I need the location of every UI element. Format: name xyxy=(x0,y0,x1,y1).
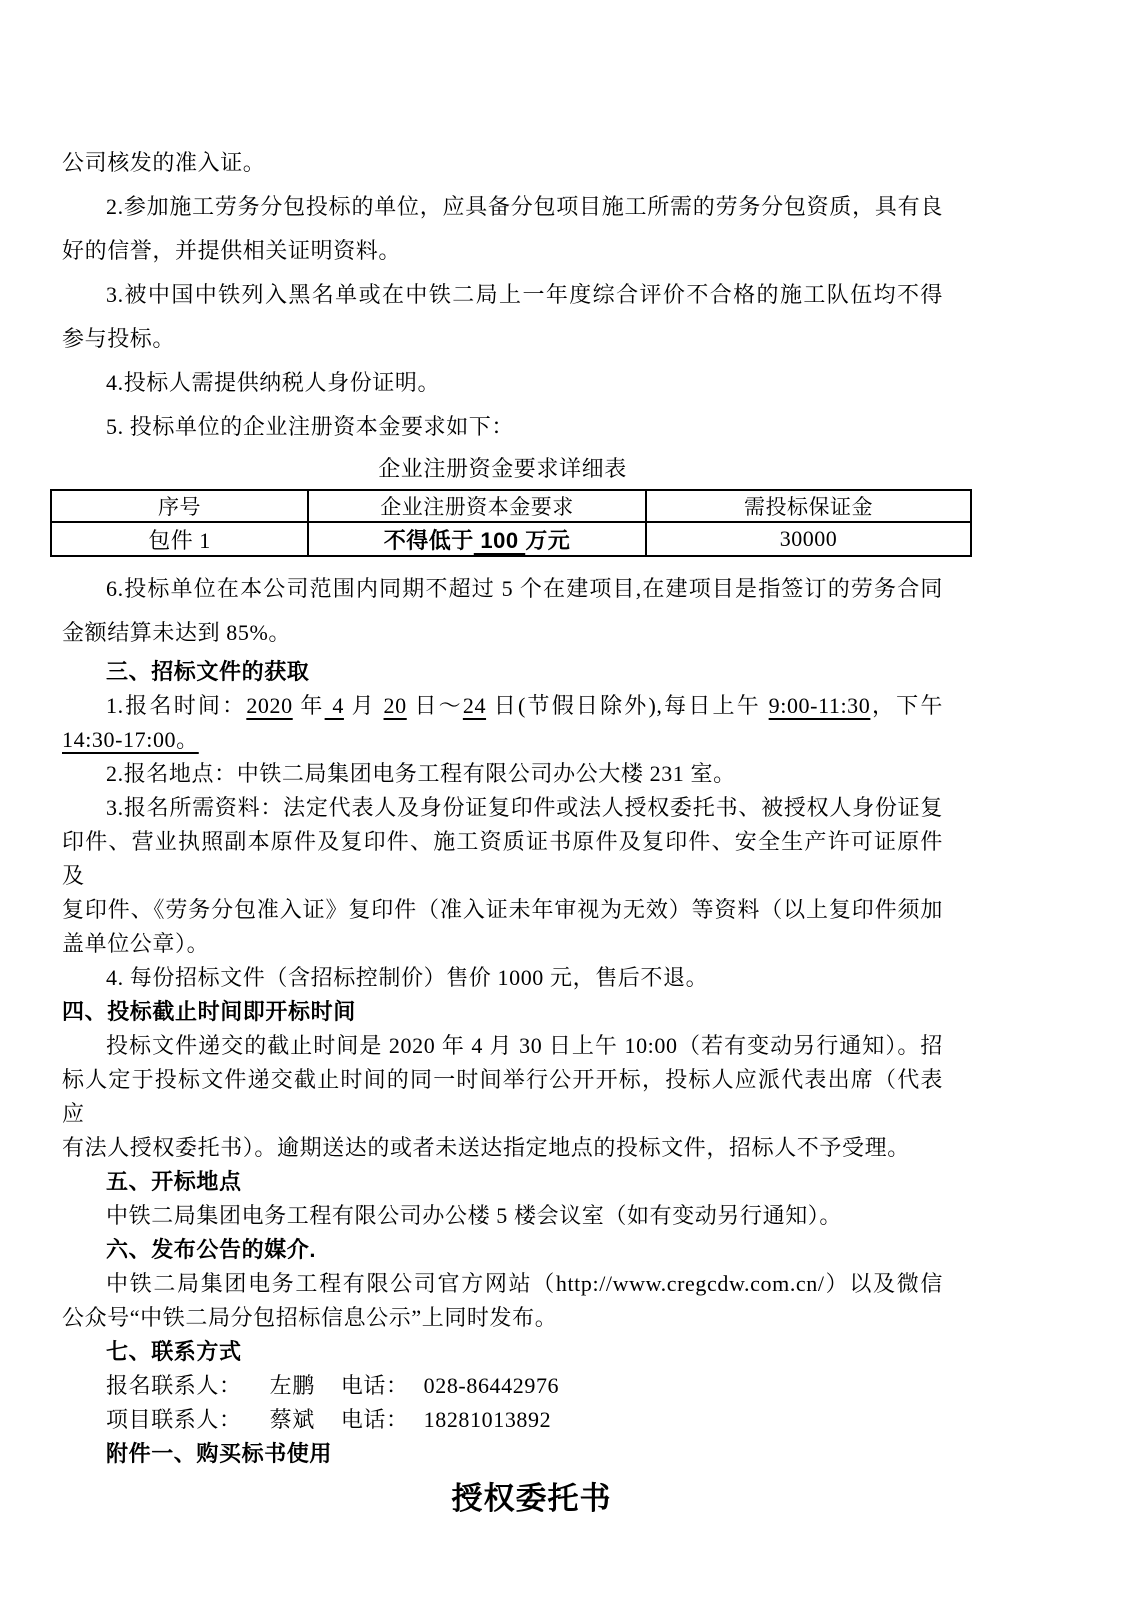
clause-2-line-1: 2.参加施工劳务分包投标的单位，应具备分包项目施工所需的劳务分包资质，具有良 xyxy=(106,194,943,219)
time-afternoon-label: ，下午 xyxy=(870,693,943,718)
phone-label: 电话： xyxy=(340,1407,409,1432)
capital-requirement-table xyxy=(50,489,972,557)
clause-3-line-1: 3.被中国中铁列入黑名单或在中铁二局上一年度综合评价不合格的施工队伍均不得 xyxy=(106,282,943,307)
capital-table-title: 企业注册资金要求详细表 xyxy=(378,456,627,481)
section-5-heading: 五、开标地点 xyxy=(106,1169,242,1194)
contact-name: 蔡斌 xyxy=(269,1407,315,1432)
registration-place: 2.报名地点：中铁二局集团电务工程有限公司办公大楼 231 室。 xyxy=(106,761,736,786)
section-6-heading: 六、发布公告的媒介. xyxy=(106,1237,317,1262)
contact-row-registration xyxy=(62,1369,943,1403)
time-note: 日(节假日除外),每日上午 xyxy=(486,693,769,718)
media-line-2: 公众号“中铁二局分包招标信息公示”上同时发布。 xyxy=(62,1305,558,1330)
deadline-line-3: 有法人授权委托书）。逾期送达的或者未送达指定地点的投标文件，招标人不予受理。 xyxy=(62,1135,910,1160)
time-sep: 日～ xyxy=(406,693,463,718)
document-price: 4. 每份招标文件（含招标控制价）售价 1000 元，售后不退。 xyxy=(106,965,709,990)
clause-4: 4.投标人需提供纳税人身份证明。 xyxy=(106,370,441,395)
table-row xyxy=(51,522,971,556)
time-sep: 年 xyxy=(292,693,325,718)
time-day-start: 20 xyxy=(383,693,407,718)
time-year: 2020 xyxy=(246,693,293,718)
phone-number: 028-86442976 xyxy=(423,1373,560,1398)
clause-permit-tail: 公司核发的准入证。 xyxy=(62,150,266,175)
time-sep: 月 xyxy=(343,693,384,718)
req-suffix: 万元 xyxy=(525,527,571,553)
time-label: 1.报名时间： xyxy=(106,693,247,718)
media-line-1: 中铁二局集团电务工程有限公司官方网站（http://www.cregcdw.com.cn/）以及微信 xyxy=(106,1271,943,1296)
time-month: 4 xyxy=(324,693,344,718)
cell-deposit: 30000 xyxy=(646,522,971,556)
section-3-heading: 三、招标文件的获取 xyxy=(106,659,310,684)
attachment-heading: 附件一、购买标书使用 xyxy=(106,1441,333,1466)
clause-3-line-2: 参与投标。 xyxy=(62,326,176,351)
time-afternoon-hours: 14:30-17:00。 xyxy=(62,727,199,752)
deadline-line-2: 标人定于投标文件递交截止时间的同一时间举行公开开标，投标人应派代表出席（代表应 xyxy=(62,1067,943,1126)
header-bid-deposit: 需投标保证金 xyxy=(646,490,971,522)
document-content xyxy=(62,141,943,1521)
header-capital-requirement: 企业注册资本金要求 xyxy=(308,490,646,522)
table-header-row xyxy=(51,490,971,522)
time-morning-hours: 9:00-11:30 xyxy=(768,693,871,718)
clause-6-line-2: 金额结算未达到 85%。 xyxy=(62,620,292,645)
cell-capital-requirement xyxy=(308,522,646,556)
phone-label: 电话： xyxy=(340,1373,409,1398)
req-prefix: 不得低于 xyxy=(383,527,474,553)
contact-label: 项目联系人： xyxy=(106,1407,242,1432)
clause-6 xyxy=(62,567,943,655)
contact-row-project xyxy=(62,1403,943,1437)
opening-place: 中铁二局集团电务工程有限公司办公楼 5 楼会议室（如有变动另行通知）。 xyxy=(106,1203,843,1228)
section-7-heading: 七、联系方式 xyxy=(106,1339,242,1364)
qualification-clauses xyxy=(62,141,943,449)
registration-time-line-1 xyxy=(62,689,943,723)
req-value: 100 xyxy=(473,527,526,553)
sections xyxy=(62,655,943,1471)
section-4-heading: 四、投标截止时间即开标时间 xyxy=(62,999,356,1024)
contact-name: 左鹏 xyxy=(269,1373,315,1398)
time-day-end: 24 xyxy=(462,693,487,718)
deadline-line-1: 投标文件递交的截止时间是 2020 年 4 月 30 日上午 10:00（若有变动另行通知）。招 xyxy=(106,1033,943,1058)
required-materials-line-4: 盖单位公章）。 xyxy=(62,931,210,956)
clause-5: 5. 投标单位的企业注册资本金要求如下： xyxy=(106,414,515,439)
header-package-no: 序号 xyxy=(51,490,308,522)
clause-2-line-2: 好的信誉，并提供相关证明资料。 xyxy=(62,238,402,263)
required-materials-line-3: 复印件、《劳务分包准入证》复印件（准入证未年审视为无效）等资料（以上复印件须加 xyxy=(62,897,943,922)
power-of-attorney-title: 授权委托书 xyxy=(451,1481,612,1516)
required-materials-line-2: 印件、营业执照副本原件及复印件、施工资质证书原件及复印件、安全生产许可证原件及 xyxy=(62,829,943,888)
clause-6-line-1: 6.投标单位在本公司范围内同期不超过 5 个在建项目,在建项目是指签订的劳务合同 xyxy=(106,576,943,601)
contact-label: 报名联系人： xyxy=(106,1373,242,1398)
required-materials-line-1: 3.报名所需资料：法定代表人及身份证复印件或法人授权委托书、被授权人身份证复 xyxy=(106,795,943,820)
phone-number: 18281013892 xyxy=(423,1407,552,1432)
cell-package: 包件 1 xyxy=(51,522,308,556)
